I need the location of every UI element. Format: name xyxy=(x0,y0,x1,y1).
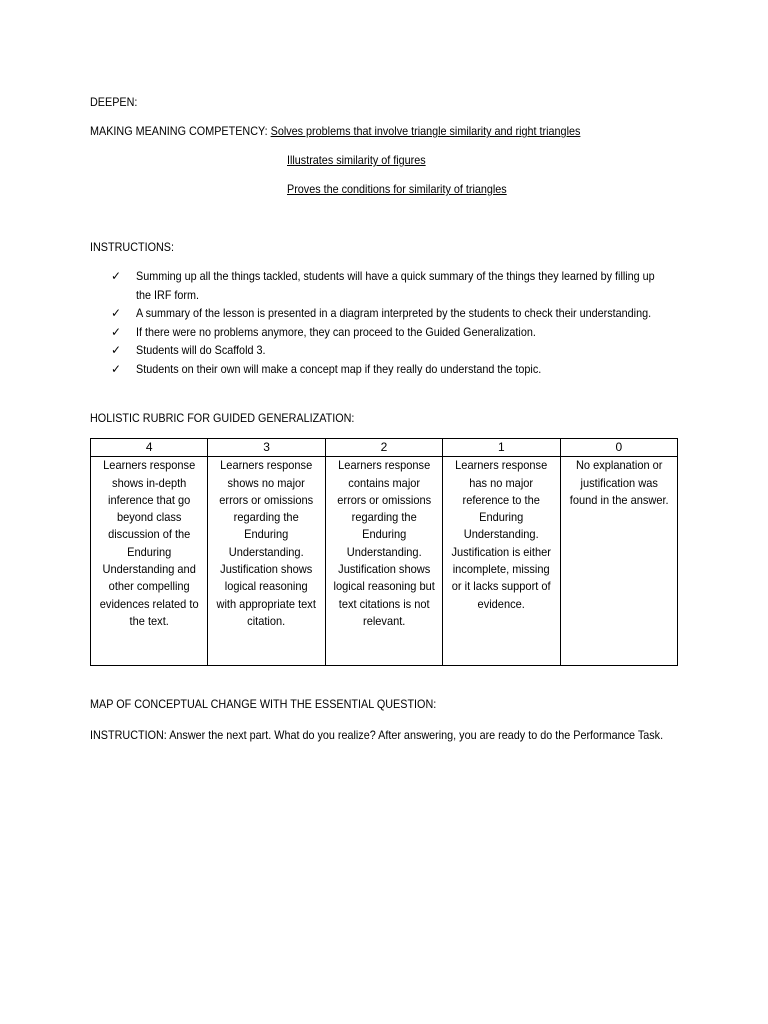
score-header: 4 xyxy=(91,439,208,457)
instruction-label: INSTRUCTION: xyxy=(90,728,167,742)
score-header: 1 xyxy=(443,439,560,457)
table-header-row xyxy=(91,439,678,457)
map-heading: MAP OF CONCEPTUAL CHANGE WITH THE ESSENTIAL QUESTION: xyxy=(90,697,437,711)
table-row xyxy=(91,457,678,666)
checkmark-icon: ✓ xyxy=(111,343,122,357)
competency-item: Illustrates similarity of figures xyxy=(287,153,426,167)
competency-item: Proves the conditions for similarity of triangles xyxy=(287,182,507,196)
rubric-cell: No explanation or justification was found in the answer. xyxy=(560,457,677,666)
list-item: ✓ Summing up all the things tackled, students will have a quick summary of the things they learned by filling up the IRF form. xyxy=(111,269,655,302)
final-instruction xyxy=(90,725,730,745)
list-item: ✓ Students will do Scaffold 3. xyxy=(111,341,671,360)
rubric-cell: Learners response has no major reference to the Enduring Understanding. Justification is either incomplete, missing or it lacks support of evidence. xyxy=(443,457,560,666)
list-item: ✓ A summary of the lesson is presented in a diagram interpreted by the students to check their understanding. xyxy=(111,304,671,323)
list-item: ✓ Students on their own will make a concept map if they really do understand the topic. xyxy=(111,360,671,379)
checkmark-icon: ✓ xyxy=(111,361,122,376)
rubric-title: HOLISTIC RUBRIC FOR GUIDED GENERALIZATION: xyxy=(90,411,355,425)
instructions-heading: INSTRUCTIONS: xyxy=(90,240,175,254)
rubric-cell: Learners response contains major errors or omissions regarding the Enduring Understanding. Justification shows logical reasoning but text citations is not relevant. xyxy=(325,457,442,666)
rubric-cell: Learners response shows in-depth inference that go beyond class discussion of the Enduring Understanding and other compelling evidences related to the text. xyxy=(91,457,208,666)
rubric-cell: Learners response shows no major errors or omissions regarding the Enduring Understanding. Justification shows logical reasoning with appropriate text citation. xyxy=(208,457,325,666)
competency-label: MAKING MEANING COMPETENCY: xyxy=(90,124,268,138)
competency-item: Solves problems that involve triangle similarity and right triangles xyxy=(270,124,581,138)
instructions-list xyxy=(111,267,671,378)
checkmark-icon: ✓ xyxy=(111,306,122,320)
checkmark-icon: ✓ xyxy=(111,324,122,339)
rubric-table xyxy=(90,438,678,666)
competency-row xyxy=(90,123,580,140)
instruction-text: Answer the next part. What do you realize? After answering, you are ready to do the Performance Task. xyxy=(169,728,664,742)
score-header: 3 xyxy=(208,439,325,457)
score-header: 0 xyxy=(560,439,677,457)
checkmark-icon: ✓ xyxy=(111,269,122,283)
section-heading: DEEPEN: xyxy=(90,95,138,109)
list-item: ✓ If there were no problems anymore, they can proceed to the Guided Generalization. xyxy=(111,323,671,342)
score-header: 2 xyxy=(325,439,442,457)
